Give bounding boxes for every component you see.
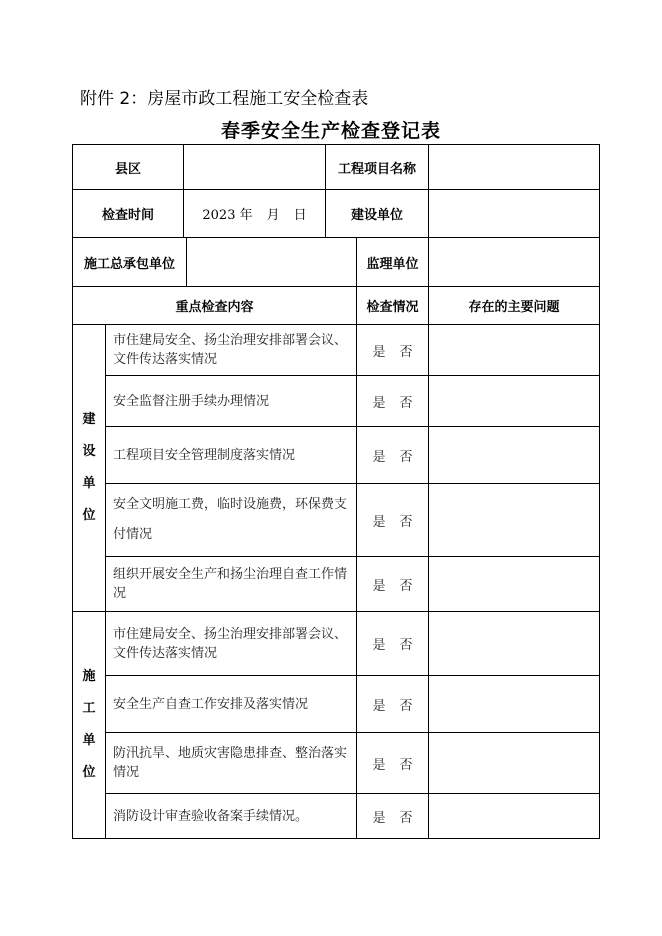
- problem-field[interactable]: [429, 376, 600, 427]
- problem-field[interactable]: [429, 676, 600, 733]
- problem-field[interactable]: [429, 612, 600, 676]
- annex-label: 附件 2：房屋市政工程施工安全检查表: [80, 89, 369, 109]
- date-month: 月: [266, 208, 280, 223]
- check-item: 防汛抗旱、地质灾害隐患排查、整治落实情况: [106, 733, 357, 794]
- inspection-form: [72, 144, 600, 839]
- table-row: [73, 325, 600, 376]
- inspect-date-field[interactable]: [184, 190, 326, 238]
- column-header-content: 重点检查内容: [73, 287, 357, 325]
- project-name-label: 工程项目名称: [326, 145, 429, 190]
- column-header-status: 检查情况: [357, 287, 429, 325]
- supervisor-label: 监理单位: [357, 238, 429, 287]
- builder-field[interactable]: [429, 190, 600, 238]
- builder-label: 建设单位: [326, 190, 429, 238]
- date-year: 2023 年: [202, 208, 253, 223]
- problem-field[interactable]: [429, 794, 600, 839]
- check-item: 安全生产自查工作安排及落实情况: [106, 676, 357, 733]
- yes-no-choice[interactable]: 是 否: [357, 557, 429, 612]
- check-item: 安全文明施工费，临时设施费，环保费支付情况: [106, 484, 357, 557]
- inspect-time-label: 检查时间: [73, 190, 184, 238]
- table-row: [73, 427, 600, 484]
- yes-no-choice[interactable]: 是 否: [357, 676, 429, 733]
- table-row: [73, 733, 600, 794]
- check-item: 市住建局安全、扬尘治理安排部署会议、文件传达落实情况: [106, 325, 357, 376]
- project-name-field[interactable]: [429, 145, 600, 190]
- yes-no-choice[interactable]: 是 否: [357, 794, 429, 839]
- check-item: 安全监督注册手续办理情况: [106, 376, 357, 427]
- table-row: [73, 612, 600, 676]
- county-field[interactable]: [184, 145, 326, 190]
- yes-no-choice[interactable]: 是 否: [357, 427, 429, 484]
- table-row: [73, 794, 600, 839]
- yes-no-choice[interactable]: 是 否: [357, 484, 429, 557]
- form-title: 春季安全生产检查登记表: [220, 120, 441, 142]
- check-item: 工程项目安全管理制度落实情况: [106, 427, 357, 484]
- contractor-label: 施工总承包单位: [73, 238, 187, 287]
- problem-field[interactable]: [429, 484, 600, 557]
- supervisor-field[interactable]: [429, 238, 600, 287]
- table-row: [73, 484, 600, 557]
- problem-field[interactable]: [429, 325, 600, 376]
- county-label: 县区: [73, 145, 184, 190]
- yes-no-choice[interactable]: 是 否: [357, 376, 429, 427]
- check-item: 市住建局安全、扬尘治理安排部署会议、文件传达落实情况: [106, 612, 357, 676]
- table-row: [73, 676, 600, 733]
- check-item: 组织开展安全生产和扬尘治理自查工作情况: [106, 557, 357, 612]
- yes-no-choice[interactable]: 是 否: [357, 325, 429, 376]
- problem-field[interactable]: [429, 427, 600, 484]
- problem-field[interactable]: [429, 733, 600, 794]
- check-item: 消防设计审查验收备案手续情况。: [106, 794, 357, 839]
- contractor-field[interactable]: [187, 238, 357, 287]
- group-label-builder: 建 设 单 位: [73, 325, 106, 612]
- yes-no-choice[interactable]: 是 否: [357, 612, 429, 676]
- problem-field[interactable]: [429, 557, 600, 612]
- column-header-problems: 存在的主要问题: [429, 287, 600, 325]
- yes-no-choice[interactable]: 是 否: [357, 733, 429, 794]
- group-label-constructor: 施 工 单 位: [73, 612, 106, 839]
- date-day: 日: [293, 208, 307, 223]
- table-row: [73, 557, 600, 612]
- table-row: [73, 376, 600, 427]
